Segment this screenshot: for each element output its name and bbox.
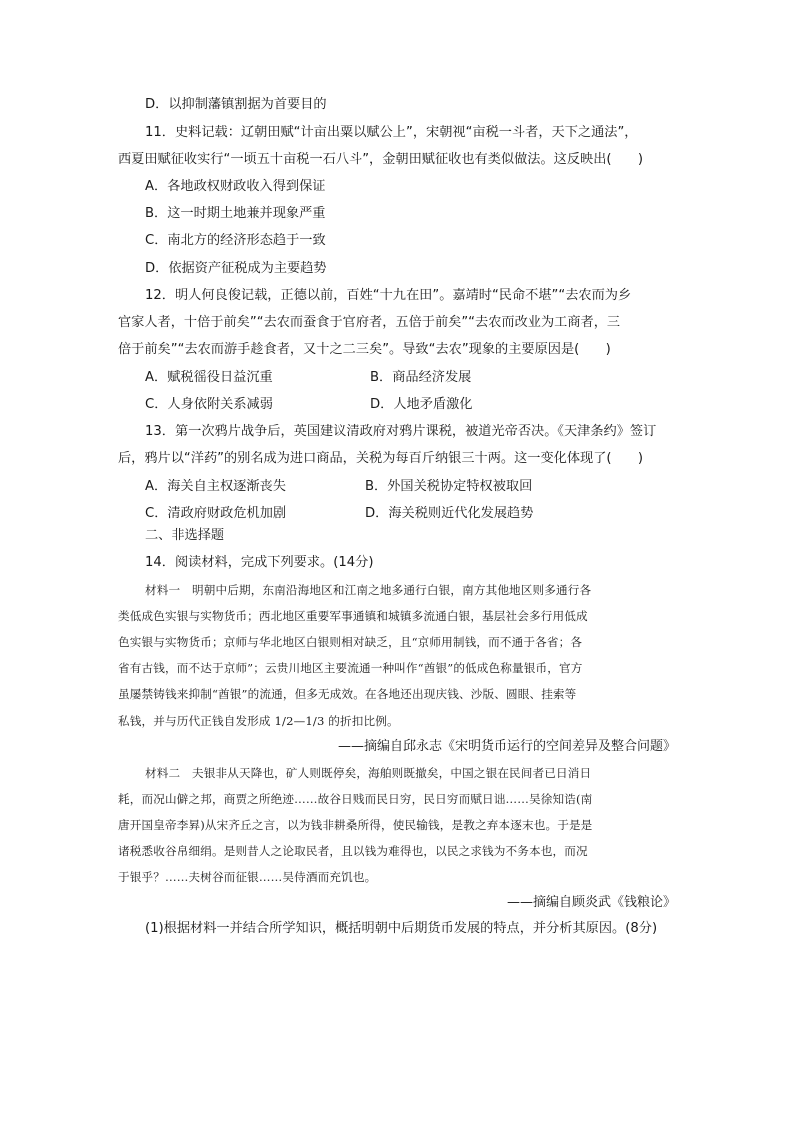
q13-stem-line1: 13．第一次鸦片战争后，英国建议清政府对鸦片课税，被道光帝否决。《天津条约》签订 xyxy=(145,424,657,439)
material1-line6: 私钱，并与历代正钱自发形成 1/2—1/3 的折扣比例。 xyxy=(118,714,399,728)
material2-line4: 诸税悉收谷帛细绢。是则昔人之论取民者，且以钱为难得也，以民之求钱为不务本也，而况 xyxy=(118,844,588,858)
material1-line2: 类低成色实银与实物货币；西北地区重要军事通镇和城镇多流通白银，基层社会多行用低成 xyxy=(118,609,588,623)
material1-source: ——摘编自邱永志《宋明货币运行的空间差异及整合问题》 xyxy=(337,739,676,754)
material2-source: ——摘编自顾炎武《钱粮论》 xyxy=(506,895,676,910)
q13-option-d: D．海关税则近代化发展趋势 xyxy=(365,506,534,521)
q13-option-a: A．海关自主权逐渐丧失 xyxy=(145,479,286,494)
material1-line4: 省有古钱，而不达于京师”；云贵川地区主要流通一种叫作“酋银”的低成色称量银币，官方 xyxy=(118,661,583,675)
material1-line1: 材料一 明朝中后期，东南沿海地区和江南之地多通行白银，南方其他地区则多通行各 xyxy=(145,583,592,597)
q11-stem-line1: 11．史料记载：辽朝田赋“计亩出粟以赋公上”，宋朝视“亩税一斗者，天下之通法”， xyxy=(145,125,638,140)
q14-subquestion-1: (1)根据材料一并结合所学知识，概括明朝中后期货币发展的特点，并分析其原因。(8分) xyxy=(145,921,658,936)
material2-line5: 于银乎？……夫树谷而征银……吴侍酒而充饥也。 xyxy=(118,870,377,884)
q12-option-a: A．赋税徭役日益沉重 xyxy=(145,370,273,385)
q12-option-d: D．人地矛盾激化 xyxy=(370,397,473,412)
q13-stem-line2: 后，鸦片以“洋药”的别名成为进口商品，关税为每百斤纳银三十两。这一变化体现了( ) xyxy=(118,451,644,466)
q12-stem-line1: 12．明人何良俊记载，正德以前，百姓“十九在田”。嘉靖时“民命不堪”“去农而为乡 xyxy=(145,288,632,303)
material1-line3: 色实银与实物货币；京师与华北地区白银则相对缺乏，且“京师用制钱，而不通于各省；各 xyxy=(118,635,583,649)
q11-option-a: A．各地政权财政收入得到保证 xyxy=(145,179,326,194)
q11-option-b: B．这一时期土地兼并现象严重 xyxy=(145,206,326,221)
q12-stem-line3: 倍于前矣”“去农而游手趁食者，又十之二三矣”。导致“去农”现象的主要原因是( ) xyxy=(118,342,611,357)
q14-stem: 14．阅读材料，完成下列要求。(14分) xyxy=(145,555,374,570)
q11-stem-line2: 西夏田赋征收实行“一顷五十亩税一石八斗”，金朝田赋征收也有类似做法。这反映出( ) xyxy=(118,152,644,167)
q11-option-c: C．南北方的经济形态趋于一致 xyxy=(145,233,326,248)
section-title: 二、非选择题 xyxy=(145,528,225,543)
q11-option-d: D．依据资产征税成为主要趋势 xyxy=(145,261,327,276)
q13-option-b: B．外国关税协定特权被取回 xyxy=(365,479,533,494)
material1-line5: 虽屡禁铸钱来抑制“酋银”的流通，但多无成效。在各地还出现庆钱、沙版、圆眼、挂索等 xyxy=(118,687,577,701)
material2-line3: 唐开国皇帝李昪)从宋齐丘之言，以为钱非耕桑所得，使民输钱，是教之弃本逐末也。于是是 xyxy=(118,818,593,832)
q12-option-b: B．商品经济发展 xyxy=(370,370,472,385)
q13-option-c: C．清政府财政危机加剧 xyxy=(145,506,287,521)
q12-stem-line2: 官家人者，十倍于前矣”“去农而蚕食于官府者，五倍于前矣”“去农而改业为工商者，三 xyxy=(118,315,621,330)
q12-option-c: C．人身依附关系减弱 xyxy=(145,397,273,412)
material2-line1: 材料二 夫银非从天降也，矿人则既停矣，海舶则既撤矣，中国之银在民间者已日消日 xyxy=(145,766,592,780)
material2-line2: 耗，而况山僻之邦，商贾之所绝迹……故谷日贱而民日穷，民日穷而赋日诎……吴徐知诰(南 xyxy=(118,792,593,806)
q10-option-d: D．以抑制藩镇割据为首要目的 xyxy=(145,97,327,112)
